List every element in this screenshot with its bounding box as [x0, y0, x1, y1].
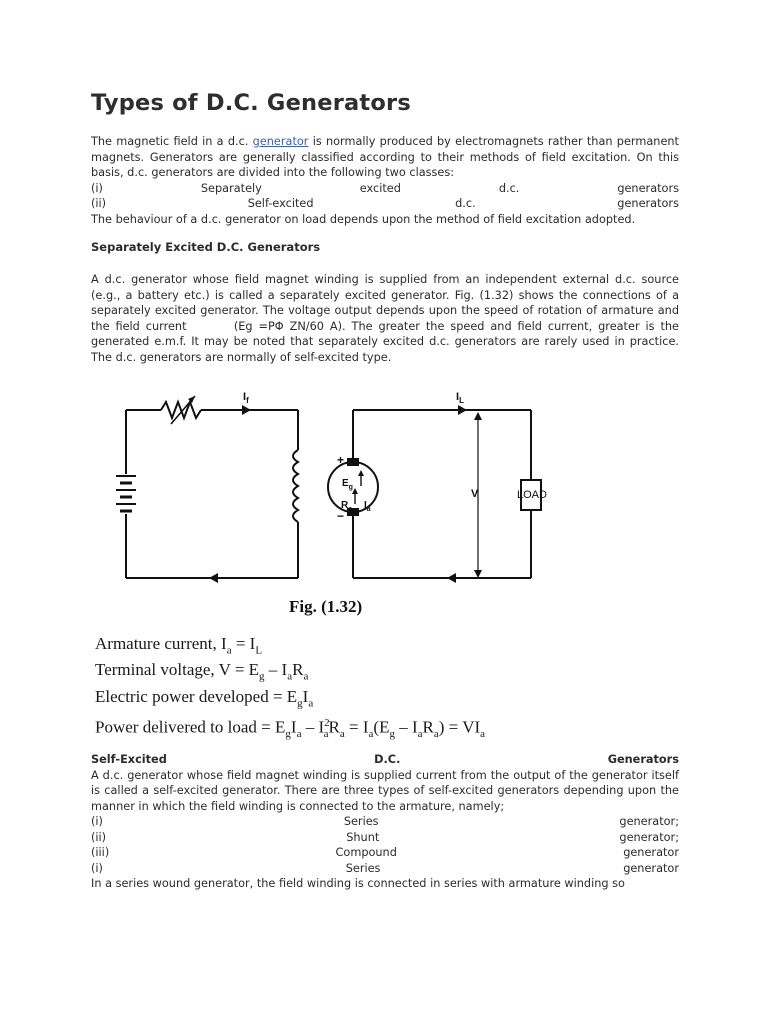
intro-section: [91, 134, 679, 227]
class-ii-num: (ii): [91, 197, 107, 210]
class-i-word4: generators: [617, 181, 679, 195]
class-ii-word2: d.c.: [455, 197, 476, 210]
type-num: (i): [91, 815, 103, 828]
load-current-arrow: [458, 405, 467, 415]
heading-self-excited-word3: Generators: [607, 753, 679, 766]
label-load: LOAD: [517, 489, 547, 501]
heading-self-excited: [91, 752, 679, 768]
class-i-num: (i): [91, 181, 103, 195]
formula-terminal-voltage: Terminal voltage, $V = E_g - I_aR_a$: [95, 660, 309, 683]
formula-block: [95, 634, 555, 744]
figure-1-32: [91, 382, 679, 622]
class-ii-line: [91, 196, 679, 212]
label-plus: +: [337, 453, 345, 467]
self-excited-paragraph: A d.c. generator whose field magnet winding is supplied current from the output of the generator itself is called a self-excited generator. There are three types of self-excited generators depending upon the manner in which the field winding is connected to the armature, namely;: [91, 768, 679, 813]
field-current-arrow: [242, 405, 251, 415]
separately-excited-section: [91, 272, 683, 365]
intro-paragraph: [91, 134, 679, 181]
heading-separately-excited: Separately Excited D.C. Generators: [91, 240, 321, 254]
label-if: $I_f$: [243, 391, 249, 405]
label-ia: $I_a$: [364, 500, 371, 513]
type-suffix: generator;: [619, 830, 679, 844]
brush-top: [347, 458, 359, 466]
intro-text-end: is normally produced by electromagnets rather than permanent magnets. Generators are generally classified according to their methods of field excitation. On this basis, d.c. generators are divided into the following two classes:: [91, 135, 679, 179]
series-generator-heading: [91, 861, 679, 877]
formula-power-developed: Electric power developed = $E_gI_a$: [95, 686, 314, 710]
voltage-arrow-top: [474, 412, 482, 420]
label-minus: −: [337, 509, 345, 523]
heading-self-excited-word2: D.C.: [374, 753, 401, 766]
class-i-word2: excited: [359, 181, 401, 195]
series-generator-paragraph: In a series wound generator, the field winding is connected in series with armature winding so: [91, 877, 625, 890]
type-num: (iii): [91, 846, 110, 859]
heading-self-excited-word1: Self-Excited: [91, 753, 167, 766]
class-i-line: [91, 181, 679, 197]
eg-arrow-head: [358, 470, 364, 476]
armature-circuit: [328, 410, 541, 578]
type-name: Shunt: [346, 830, 380, 844]
class-ii-word3: generators: [617, 197, 679, 210]
type-suffix: generator;: [619, 815, 679, 828]
armature-arrows: [355, 474, 361, 504]
type-name: Series: [345, 861, 381, 875]
type-num: (i): [91, 861, 103, 875]
field-return-arrow: [209, 573, 218, 583]
intro-closing: The behaviour of a d.c. generator on load depends upon the method of field excitation adopted.: [91, 212, 636, 226]
type-series-line: [91, 814, 679, 830]
class-ii-word1: Self-excited: [247, 197, 314, 210]
load-return-arrow: [447, 573, 456, 583]
label-ra: $R_a$: [341, 500, 353, 513]
intro-text-start: The magnetic field in a d.c.: [91, 135, 253, 148]
battery-icon: [116, 476, 136, 511]
separately-excited-paragraph: A d.c. generator whose field magnet winding is supplied from an independent external d.c. source (e.g., a battery etc.) is called a separately excited generator. Fig. (1.32) shows the connections of a separately excited generator. The voltage output depends upon the speed of rotation of armature and the field current (Eg =PΦ ZN/60 A). The greater the speed and field current, greater is the generated e.m.f. It may be noted that separately excited d.c. generators are rarely used in practice. The d.c. generators are normally of self-excited type.: [91, 273, 683, 364]
label-il: $I_L$: [456, 391, 464, 405]
label-v: V: [471, 488, 479, 500]
type-suffix: generator: [623, 861, 679, 875]
type-shunt-line: [91, 830, 679, 846]
figure-caption: Fig. (1.32): [289, 597, 363, 616]
self-excited-section: [91, 752, 679, 892]
voltage-arrow-bottom: [474, 570, 482, 578]
generator-link[interactable]: generator: [252, 135, 309, 148]
type-num: (ii): [91, 830, 107, 844]
type-compound-line: [91, 845, 679, 861]
formula-power-delivered: Power delivered to load = $E_gI_a - I^2_aR_a = I_a(E_g - I_aR_a) = VI_a$: [95, 717, 486, 741]
formula-armature-current: Armature current, $I_a = I_L$: [95, 634, 263, 657]
type-name: Compound: [335, 846, 397, 859]
label-eg: $E_g$: [342, 478, 353, 491]
class-i-word3: d.c.: [498, 181, 520, 195]
type-name: Series: [343, 815, 379, 828]
field-circuit: [126, 402, 298, 578]
class-i-word1: Separately: [200, 181, 262, 195]
page-title: Types of D.C. Generators: [91, 90, 411, 116]
type-suffix: generator: [623, 846, 679, 859]
circuit-diagram: [91, 382, 679, 622]
